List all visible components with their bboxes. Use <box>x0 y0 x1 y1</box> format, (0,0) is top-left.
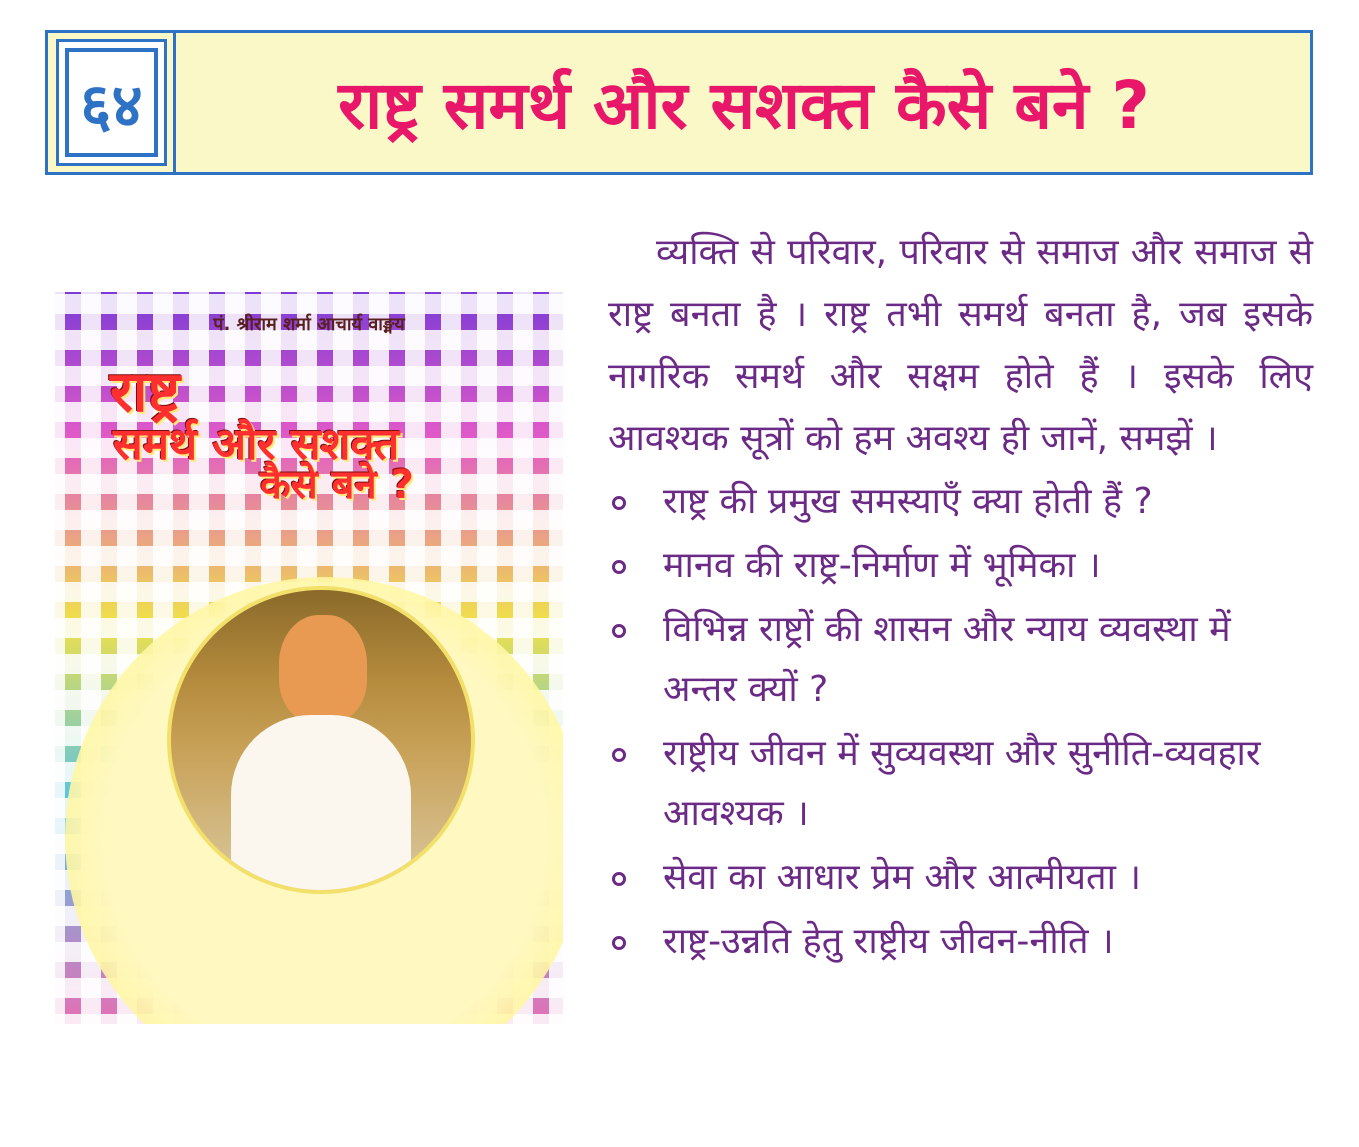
cover-title-line2: समर्थ और सशक्त <box>113 419 400 470</box>
list-item-text: राष्ट्र-उन्नति हेतु राष्ट्रीय जीवन-नीति । <box>663 921 1114 962</box>
chapter-title: राष्ट्र समर्थ और सशक्त कैसे बने ? <box>338 66 1150 144</box>
list-item-text: राष्ट्रीय जीवन में सुव्यवस्था और सुनीति-व्यवहार आवश्यक । <box>663 733 1261 834</box>
list-item-text: विभिन्न राष्ट्रों की शासन और न्याय व्यवस्था में अन्तर क्यों ? <box>663 609 1231 710</box>
cover-series-label: पं. श्रीराम शर्मा आचार्य वाङ्मय <box>213 314 405 335</box>
cover-title-line1: राष्ट्र <box>110 360 181 425</box>
circle-bullet-icon <box>612 936 626 950</box>
circle-bullet-icon <box>612 496 626 510</box>
circle-bullet-icon <box>612 872 626 886</box>
header-divider <box>173 33 176 172</box>
list-item <box>608 600 1313 720</box>
intro-paragraph: व्यक्ति से परिवार, परिवार से समाज और समाज से राष्ट्र बनता है । राष्ट्र तभी समर्थ बनता है, जब इसके नागरिक समर्थ और सक्षम होते हैं । इसके लिए आवश्यक सूत्रों को हम अवश्य ही जानें, समझें । <box>608 232 1313 459</box>
portrait-body <box>231 715 411 894</box>
list-item-text: राष्ट्र की प्रमुख समस्याएँ क्या होती हैं ? <box>663 481 1153 522</box>
topic-list <box>608 472 1313 972</box>
cover-title-line3: कैसे बने ? <box>260 462 414 508</box>
chapter-number: ६४ <box>65 48 158 157</box>
chapter-number-box <box>56 39 167 166</box>
list-item-text: सेवा का आधार प्रेम और आत्मीयता । <box>663 857 1141 898</box>
book-cover-image <box>55 292 563 1024</box>
circle-bullet-icon <box>612 560 626 574</box>
circle-bullet-icon <box>612 624 626 638</box>
description-block <box>608 222 1313 976</box>
circle-bullet-icon <box>612 748 626 762</box>
chapter-header <box>45 30 1313 175</box>
portrait-head <box>279 615 367 723</box>
list-item <box>608 472 1313 532</box>
list-item <box>608 912 1313 972</box>
list-item-text: मानव की राष्ट्र-निर्माण में भूमिका । <box>663 545 1101 586</box>
list-item <box>608 724 1313 844</box>
author-portrait <box>167 586 475 894</box>
list-item <box>608 536 1313 596</box>
list-item <box>608 848 1313 908</box>
